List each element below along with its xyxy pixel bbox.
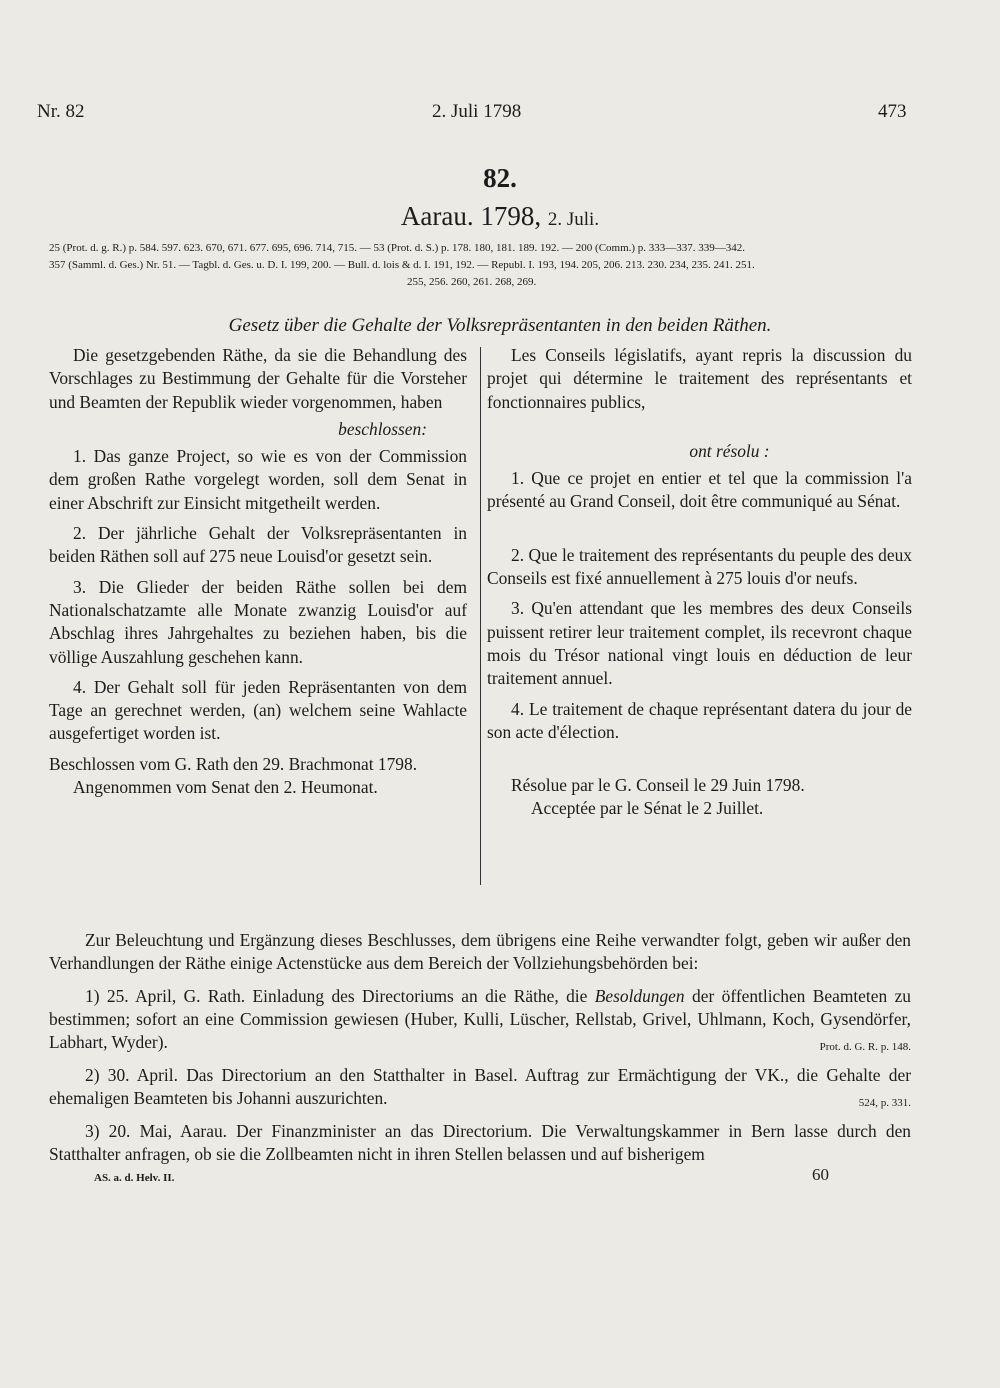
signature-mark: AS. a. d. Helv. II. — [94, 1172, 175, 1184]
french-article-1: 1. Que ce projet en entier et tel que la commission l'a présenté au Grand Conseil, doit être communiqué au Sénat. — [487, 468, 912, 512]
source-line-2: 357 (Samml. d. Ges.) Nr. 51. — Tagbl. d. Ges. u. D. I. 199, 200. — Bull. d. lois & d. I. 191, 192. — Republ. I. 193, 194. 205, 206. 213. 230. 234, 235. 241. 251. — [49, 259, 755, 271]
law-title: Gesetz über die Gehalte der Volksrepräsentanten in den beiden Räthen. — [228, 315, 772, 336]
french-article-4: 4. Le traitement de chaque représentant datera du jour de son acte d'élection. — [487, 698, 912, 742]
german-closing-1: Beschlossen vom G. Rath den 29. Brachmonat 1798. — [49, 753, 418, 774]
source-line-1: 25 (Prot. d. g. R.) p. 584. 597. 623. 670, 671. 677. 695, 696. 714, 715. — 53 (Prot. d. S.) p. 178. 180, 181. 189. 192. — 200 (Comm.) p. 333—337. 339—342. — [49, 242, 746, 254]
french-column — [487, 344, 912, 821]
french-article-3: 3. Qu'en attendant que les membres des deux Conseils puissent retirer leur traitement complet, ils recevront chaque mois du Trésor national vingt louis en déduction de leur traitement annuel. — [487, 598, 912, 689]
column-divider — [480, 347, 481, 885]
french-intro: Les Conseils législatifs, ayant repris la discussion du projet qui détermine le traitement des représentants et fonctionnaires publics, — [487, 345, 912, 412]
note-1-reference: Prot. d. G. R. p. 148. — [819, 1041, 911, 1053]
page-number: 473 — [878, 101, 907, 122]
notes-block — [49, 929, 911, 1166]
german-column — [49, 344, 467, 799]
german-article-1: 1. Das ganze Project, so wie es von der Commission dem großen Rathe vorgelegt worden, soll dem Senat in einer Abschrift zur Einsicht mitgetheilt werden. — [49, 446, 467, 513]
entry-place: Aarau. 1798, — [400, 201, 542, 231]
entry-place-date — [300, 201, 700, 232]
source-line-3: 255, 256. 260, 261. 268, 269. — [407, 276, 537, 288]
note-1-text-b: der öffentlichen Beamteten zu bestimmen; sofort an eine Commission gewiesen (Huber, Kulli, Lüscher, Rellstab, Grivel, Uhlmann, Koch, Gysendörfer, Labhart, Wyder). — [49, 986, 911, 1052]
german-resolution-heading: beschlossen: — [338, 418, 427, 439]
note-2 — [49, 1064, 911, 1110]
note-2-text: 2) 30. April. Das Directorium an den Statthalter in Basel. Auftrag zur Ermächtigung der VK., die Gehalte der ehemaligen Beamteten bis Johanni auszurichten. — [49, 1065, 911, 1108]
french-resolution-heading: ont résolu : — [689, 440, 770, 461]
german-article-4: 4. Der Gehalt soll für jeden Repräsentanten von dem Tage an gerechnet werden, (an) welchem seine Wahlacte ausgefertiget worden ist. — [49, 676, 467, 744]
running-head-number: Nr. 82 — [37, 101, 85, 122]
french-article-2: 2. Que le traitement des représentants du peuple des deux Conseils est fixé annuellement à 275 louis d'or neufs. — [487, 544, 912, 589]
german-article-3: 3. Die Glieder der beiden Räthe sollen bei dem Nationalschatzamte alle Monate zwanzig Louisd'or auf Abschlag ihres Jahrgehaltes zu beziehen haben, bis die völlige Auszahlung geschehen kann. — [49, 576, 467, 667]
german-intro: Die gesetzgebenden Räthe, da sie die Behandlung des Vorschlages zu Bestimmung der Gehalte für die Vorsteher und Beamten der Republik wieder vorgenommen, haben — [49, 345, 467, 412]
german-closing-2: Angenommen vom Senat den 2. Heumonat. — [73, 777, 378, 798]
german-article-2: 2. Der jährliche Gehalt der Volksrepräsentanten in beiden Räthen soll auf 275 neue Louisd'or gesetzt sein. — [49, 523, 467, 567]
notes-intro: Zur Beleuchtung und Ergänzung dieses Beschlusses, dem übrigens eine Reihe verwandter folgt, geben wir außer den Verhandlungen der Räthe einige Actenstücke aus dem Bereich der Vollziehungsbehörden bei: — [49, 930, 911, 973]
entry-number: 82. — [483, 163, 517, 193]
running-head-date: 2. Juli 1798 — [432, 101, 522, 122]
sheet-number: 60 — [812, 1165, 829, 1184]
note-1-text-a: 1) 25. April, G. Rath. Einladung des Directoriums an die Räthe, die — [85, 986, 595, 1006]
french-closing-2: Acceptée par le Sénat le 2 Juillet. — [531, 798, 764, 819]
note-1-italic: Besoldungen — [594, 986, 685, 1006]
note-2-reference: 524, p. 331. — [858, 1097, 911, 1109]
note-1 — [49, 985, 911, 1054]
french-closing-1: Résolue par le G. Conseil le 29 Juin 1798. — [511, 775, 805, 796]
entry-date: 2. Juli. — [547, 209, 600, 230]
note-3: 3) 20. Mai, Aarau. Der Finanzminister an das Directorium. Die Verwaltungskammer in Bern lasse durch den Statthalter anfragen, ob sie die Zollbeamten nicht in ihren Stellen belassen und auf bisherigem — [49, 1121, 911, 1164]
